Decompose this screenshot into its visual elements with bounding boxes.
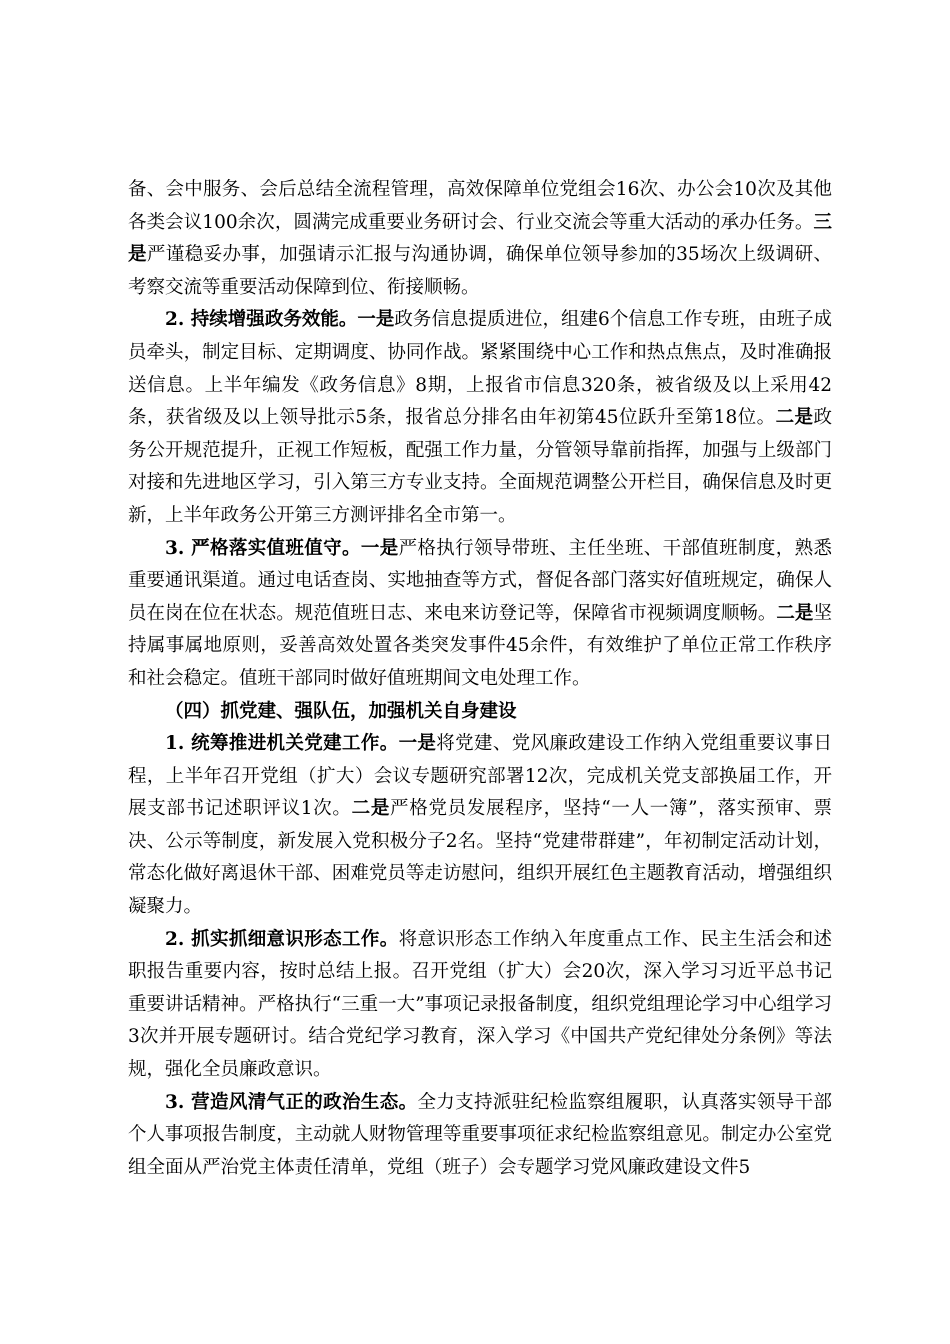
paragraph: [128, 1087, 832, 1185]
text-run: 将党建、党风廉政建设工作纳入党组重要议事日程，上半年召开党组（扩大）会议专题研究部署12次，完成机关党支部换届工作，开展支部书记述职评议1次。: [128, 733, 832, 820]
text-run: 全力支持派驻纪检监察组履职，认真落实领导干部个人事项报告制度，主动就人财物管理等重要事项征求纪检监察组意见。制定办公室党组全面从严治党主体责任清单，党组（班子）会专题学习党风廉政建设文件5: [128, 1091, 832, 1178]
bold-text-run: 二是: [351, 798, 391, 820]
bold-text-run: （四）抓党建、强队伍，加强机关自身建设: [165, 700, 517, 722]
bold-text-run: 二是: [775, 407, 814, 429]
bold-text-run: 二是: [776, 602, 814, 624]
paragraph: [128, 924, 832, 1087]
bold-text-run: 3. 严格落实值班值守。: [165, 537, 361, 559]
bold-text-run: 一是: [357, 309, 395, 331]
paragraph: [128, 533, 832, 696]
bold-text-run: 3. 营造风清气正的政治生态。: [165, 1091, 418, 1113]
text-run: 政务信息提质进位，组建6个信息工作专班，由班子成员牵头，制定目标、定期调度、协同作战。紧紧围绕中心工作和热点焦点，及时准确报送信息。上半年编发《政务信息》8期，上报省市信息320条，被省级及以上采用42条，获省级及以上领导批示5条，报省总分排名由年初第45位跃升至第18位。: [128, 309, 832, 429]
text-run: 将意识形态工作纳入年度重点工作、民主生活会和述职报告重要内容，按时总结上报。召开党组（扩大）会20次，深入学习习近平总书记重要讲话精神。严格执行“三重一大”事项记录报备制度，组织党组理论学习中心组学习3次并开展专题研讨。结合党纪学习教育，深入学习《中国共产党纪律处分条例》等法规，强化全员廉政意识。: [128, 928, 832, 1081]
paragraph: [128, 728, 832, 924]
text-run: 坚持属事属地原则，妥善高效处置各类突发事件45余件，有效维护了单位正常工作秩序和社会稳定。值班干部同时做好值班期间文电处理工作。: [128, 602, 832, 689]
text-run: 严谨稳妥办事，加强请示汇报与沟通协调，确保单位领导参加的35场次上级调研、考察交流等重要活动保障到位、衔接顺畅。: [128, 244, 832, 298]
bold-text-run: 一是: [360, 537, 399, 559]
paragraph: [128, 174, 832, 304]
bold-text-run: 2. 抓实抓细意识形态工作。: [165, 928, 399, 950]
paragraph: [128, 304, 832, 532]
bold-text-run: 一是: [398, 733, 437, 755]
bold-text-run: 2. 持续增强政务效能。: [165, 309, 358, 331]
section-heading: [128, 696, 832, 729]
document-body: [128, 174, 832, 1184]
text-run: 政务公开规范提升，正视工作短板，配强工作力量，分管领导靠前指挥，加强与上级部门对接和先进地区学习，引入第三方专业支持。全面规范调整公开栏目，确保信息及时更新，上半年政务公开第三方测评排名全市第一。: [128, 407, 832, 526]
text-run: 严格党员发展程序，坚持“一人一簿”，落实预审、票决、公示等制度，新发展入党积极分子2名。坚持“党建带群建”，年初制定活动计划，常态化做好离退休干部、困难党员等走访慰问，组织开展红色主题教育活动，增强组织凝聚力。: [128, 798, 832, 918]
text-run: 严格执行领导带班、主任坐班、干部值班制度，熟悉重要通讯渠道。通过电话查岗、实地抽查等方式，督促各部门落实好值班规定，确保人员在岗在位在状态。规范值班日志、来电来访登记等，保障省市视频调度顺畅。: [128, 537, 832, 624]
bold-text-run: 三是: [128, 211, 832, 266]
bold-text-run: 1. 统筹推进机关党建工作。: [165, 733, 399, 755]
text-run: 备、会中服务、会后总结全流程管理，高效保障单位党组会16次、办公会10次及其他各类会议100余次，圆满完成重要业务研讨会、行业交流会等重大活动的承办任务。: [128, 179, 832, 233]
